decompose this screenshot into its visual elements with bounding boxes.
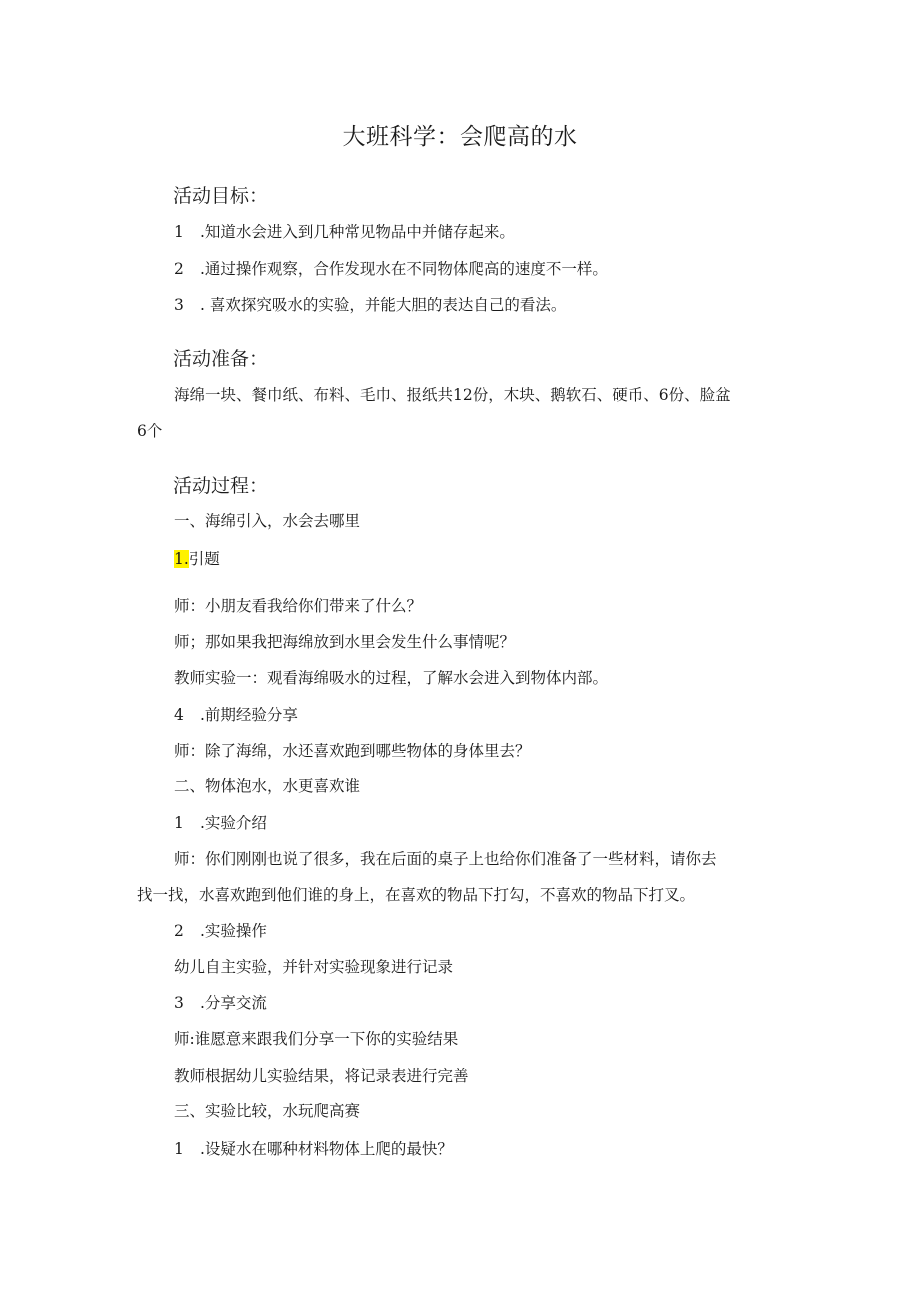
paragraph: 幼儿自主实验，并针对实验现象进行记录 — [174, 958, 454, 976]
part-2-title: 二、物体泡水，水更喜欢谁 — [174, 777, 361, 795]
paragraph: 教师根据幼儿实验结果，将记录表进行完善 — [174, 1067, 469, 1085]
goal-text: .通过操作观察，合作发现水在不同物体爬高的速度不一样。 — [200, 260, 608, 278]
part-3-title: 三、实验比较，水玩爬高赛 — [174, 1102, 361, 1120]
paragraph: 师：小朋友看我给你们带来了什么？ — [174, 597, 423, 615]
paragraph: 师：除了海绵，水还喜欢跑到哪些物体的身体里去？ — [174, 742, 531, 760]
step-text: .设疑水在哪种材料物体上爬的最快？ — [200, 1140, 453, 1158]
part-1-title: 一、海绵引入，水会去哪里 — [174, 512, 361, 530]
paragraph: 师:谁愿意来跟我们分享一下你的实验结果 — [174, 1030, 459, 1048]
goal-number: 2 — [174, 260, 184, 278]
step-number: 4 — [174, 706, 184, 724]
process-heading: 活动过程： — [173, 475, 269, 497]
step-number: 2 — [174, 922, 184, 940]
goal-text: . 喜欢探究吸水的实验，并能大胆的表达自己的看法。 — [200, 296, 567, 314]
step-number: 1 — [174, 1140, 184, 1158]
step-2-3 — [174, 993, 267, 1013]
step-number: 1 — [174, 814, 184, 832]
goal-item-2 — [174, 259, 608, 279]
goals-heading: 活动目标： — [173, 185, 269, 207]
paragraph: 师：你们刚刚也说了很多，我在后面的桌子上也给你们准备了一些材料，请你去 — [174, 850, 717, 868]
step-2-1 — [174, 813, 267, 833]
page-title: 大班科学：会爬高的水 — [342, 124, 578, 150]
step-text: .实验操作 — [200, 922, 267, 940]
step-number: 3 — [174, 994, 184, 1012]
prep-text-line-2: 6个 — [137, 422, 163, 440]
goal-number: 3 — [174, 296, 184, 314]
step-text: .分享交流 — [200, 994, 267, 1012]
step-1 — [174, 549, 220, 569]
paragraph: 教师实验一：观看海绵吸水的过程，了解水会进入到物体内部。 — [174, 669, 609, 687]
highlighted-step-number: 1. — [174, 550, 189, 568]
goal-text: .知道水会进入到几种常见物品中并储存起来。 — [200, 223, 515, 241]
paragraph: 师；那如果我把海绵放到水里会发生什么事情呢？ — [174, 633, 516, 651]
goal-number: 1 — [174, 223, 184, 241]
goal-item-3 — [174, 295, 566, 315]
step-4 — [174, 705, 298, 725]
prep-text-line-1: 海绵一块、餐巾纸、布料、毛巾、报纸共12份，木块、鹅软石、硬币、6份、脸盆 — [174, 386, 731, 404]
step-text: .前期经验分享 — [200, 706, 298, 724]
step-text: 引题 — [188, 550, 220, 568]
goal-item-1 — [174, 222, 515, 242]
step-3-1 — [174, 1139, 453, 1159]
prep-heading: 活动准备： — [173, 348, 269, 370]
step-2-2 — [174, 921, 267, 941]
paragraph-continued: 找一找，水喜欢跑到他们谁的身上，在喜欢的物品下打勾，不喜欢的物品下打叉。 — [137, 886, 696, 904]
step-text: .实验介绍 — [200, 814, 267, 832]
